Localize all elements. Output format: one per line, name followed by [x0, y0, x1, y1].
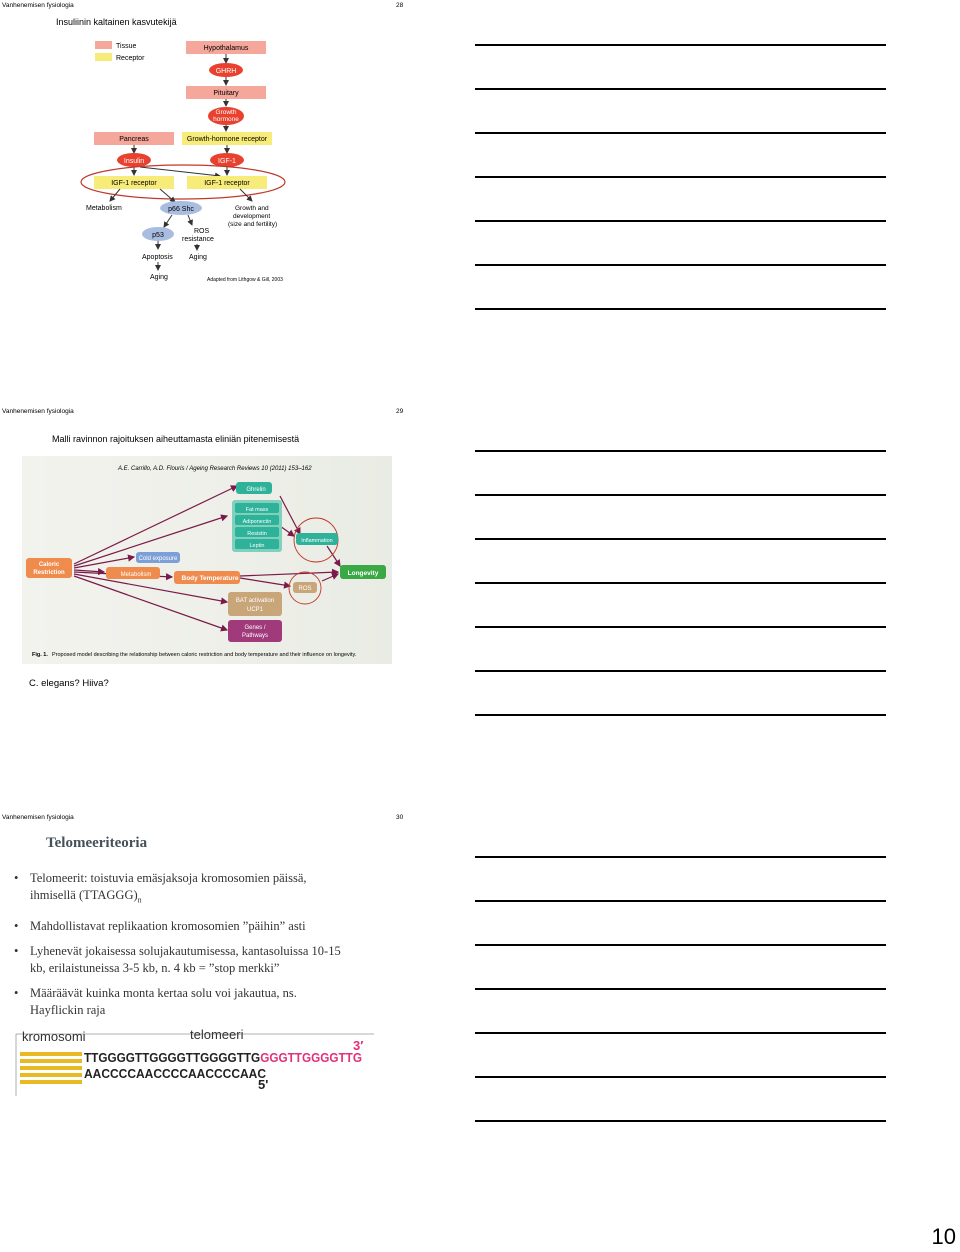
gh-receptor-label: Growth-hormone receptor [186, 136, 268, 143]
longevity-label: Longevity [347, 570, 379, 577]
legend-receptor: Receptor [116, 55, 145, 62]
bullet-line: Lyhenevät jokaisessa solujakautumisessa, kantasoluissa 10-15 [30, 944, 341, 958]
note-line [475, 626, 886, 628]
bat-activation-label: BAT activation [235, 598, 275, 604]
ghrh-label: GHRH [215, 68, 237, 75]
ghrelin-label: Ghrelin [246, 487, 266, 493]
slide-number: 29 [396, 408, 404, 415]
pancreas-label: Pancreas [119, 136, 149, 143]
inflammation-label: Inflammation [301, 538, 333, 544]
page-number: 10 [931, 1224, 956, 1249]
note-line [475, 44, 886, 46]
chromosome-label: kromosomi [22, 1029, 86, 1044]
ros-resistance-label-2: resistance [182, 236, 214, 243]
telomere-label: telomeeri [190, 1027, 244, 1042]
note-line [475, 450, 886, 452]
note-line [475, 944, 886, 946]
bullet-line: ihmisellä (TTAGGG) [30, 887, 138, 902]
note-line [475, 88, 886, 90]
bullet-dot: • [14, 871, 19, 885]
aging-label-left: Aging [150, 274, 168, 281]
ucp1-label: UCP1 [246, 607, 264, 613]
telomere-dna-diagram [14, 1026, 376, 1098]
note-line [475, 1032, 886, 1034]
note-line [475, 132, 886, 134]
note-line [475, 1076, 886, 1078]
note-line [475, 900, 886, 902]
legend-tissue: Tissue [116, 43, 137, 50]
note-line [475, 714, 886, 716]
note-line [475, 538, 886, 540]
slide-number: 30 [396, 814, 404, 821]
note-line [475, 988, 886, 990]
slide-title: Insuliinin kaltainen kasvutekijä [56, 17, 177, 27]
five-prime-end: 5' [258, 1077, 269, 1092]
subscript-n: n [137, 895, 142, 904]
figure-caption-label: Fig. 1. [32, 652, 48, 658]
bullet-item [14, 918, 394, 935]
note-line [475, 176, 886, 178]
hypothalamus-label: Hypothalamus [203, 45, 249, 52]
genes-pathways-label-2: Pathways [241, 633, 269, 639]
resistin-label: Resistin [247, 531, 267, 537]
bullet-line: kb, erilaistuneissa 3-5 kb, n. 4 kb = ”stop merkki” [30, 960, 280, 975]
slide-number: 28 [396, 2, 404, 9]
leptin-label: Leptin [249, 543, 265, 549]
bullet-item [14, 985, 394, 1018]
note-line [475, 856, 886, 858]
bullet-line: Hayflickin raja [30, 1002, 106, 1017]
note-line [475, 1120, 886, 1122]
bullet-item [14, 870, 394, 909]
top-strand-black: TTGGGGTTGGGGTTGGGGTTG [84, 1050, 279, 1065]
cold-exposure-label: Cold exposure [138, 556, 178, 562]
bullet-dot: • [14, 986, 19, 1000]
bullet-item [14, 943, 394, 976]
figure-caption: Proposed model describing the relationship between caloric restriction and body temperature and their influence on longevity. [52, 652, 357, 658]
growth-development-label-1: Growth and [235, 205, 269, 212]
note-line [475, 264, 886, 266]
caloric-restriction-label-2: Restriction [33, 570, 65, 576]
growth-hormone-label-2: hormone [213, 116, 239, 123]
slide-title: Malli ravinnon rajoituksen aiheuttamasta eliniän pitenemisestä [52, 434, 300, 444]
genes-pathways-label-1: Genes / [244, 625, 266, 631]
caloric-restriction-label-1: Caloric [38, 562, 60, 568]
growth-development-label-2: development [233, 213, 271, 220]
bullet-dot: • [14, 918, 19, 933]
growth-hormone-label-1: Growth [215, 109, 237, 116]
metabolism-label: Metabolism [86, 205, 122, 212]
slide-title: Telomeeriteoria [46, 835, 148, 851]
bullet-line: Telomeerit: toistuvia emäsjaksoja kromosomien päissä, [30, 871, 307, 885]
slide-header-left: Vanhenemisen fysiologia [2, 408, 74, 415]
figure-citation: A.E. Carrillo, A.D. Flouris / Ageing Research Reviews 10 (2011) 153–162 [118, 466, 312, 472]
pituitary-label: Pituitary [213, 90, 239, 97]
metabolism-label: Metabolism [120, 572, 152, 578]
body-temperature-label: Body Temperature [181, 575, 239, 582]
note-line [475, 582, 886, 584]
igf-pathway-diagram [80, 38, 295, 288]
apoptosis-label: Apoptosis [142, 254, 173, 261]
note-line [475, 308, 886, 310]
bullet-line-2 [30, 887, 394, 909]
igf1-receptor-right-label: IGF-1 receptor [204, 180, 250, 187]
top-strand-telomere: GGGTTGGGGTTG [260, 1050, 373, 1065]
aging-label-right: Aging [189, 254, 207, 261]
insulin-label: Insulin [123, 158, 145, 165]
top-strand-sequence [84, 1050, 373, 1065]
note-line [475, 220, 886, 222]
note-line [475, 670, 886, 672]
igf1-label: IGF-1 [218, 158, 236, 165]
bottom-strand-sequence: AACCCCAACCCCAACCCCAAC [84, 1066, 267, 1081]
p66shc-label: p66 Shc [168, 206, 194, 213]
fat-mass-label: Fat mass [245, 507, 269, 513]
telomere-bullet-list [14, 870, 394, 1027]
note-line [475, 494, 886, 496]
caloric-restriction-figure [22, 456, 392, 664]
slide-note: C. elegans? Hiiva? [29, 678, 109, 689]
adiponectin-label: Adiponectin [242, 519, 272, 525]
growth-development-label-3: (size and fertility) [228, 221, 278, 228]
bullet-line: Mahdollistavat replikaation kromosomien ”päihin” asti [30, 918, 306, 933]
bullet-line: Määräävät kuinka monta kertaa solu voi jakautua, ns. [30, 986, 297, 1000]
ros-resistance-label-1: ROS [194, 228, 210, 235]
three-prime-end: 3′ [353, 1038, 364, 1053]
diagram-credit: Adapted from Lithgow & Gill, 2003 [207, 277, 283, 283]
igf1-receptor-left-label: IGF-1 receptor [111, 180, 157, 187]
slide-header-left: Vanhenemisen fysiologia [2, 814, 74, 821]
p53-label: p53 [152, 232, 164, 239]
ros-label: ROS [298, 586, 312, 592]
slide-header-left: Vanhenemisen fysiologia [2, 2, 74, 9]
bullet-dot: • [14, 944, 19, 958]
